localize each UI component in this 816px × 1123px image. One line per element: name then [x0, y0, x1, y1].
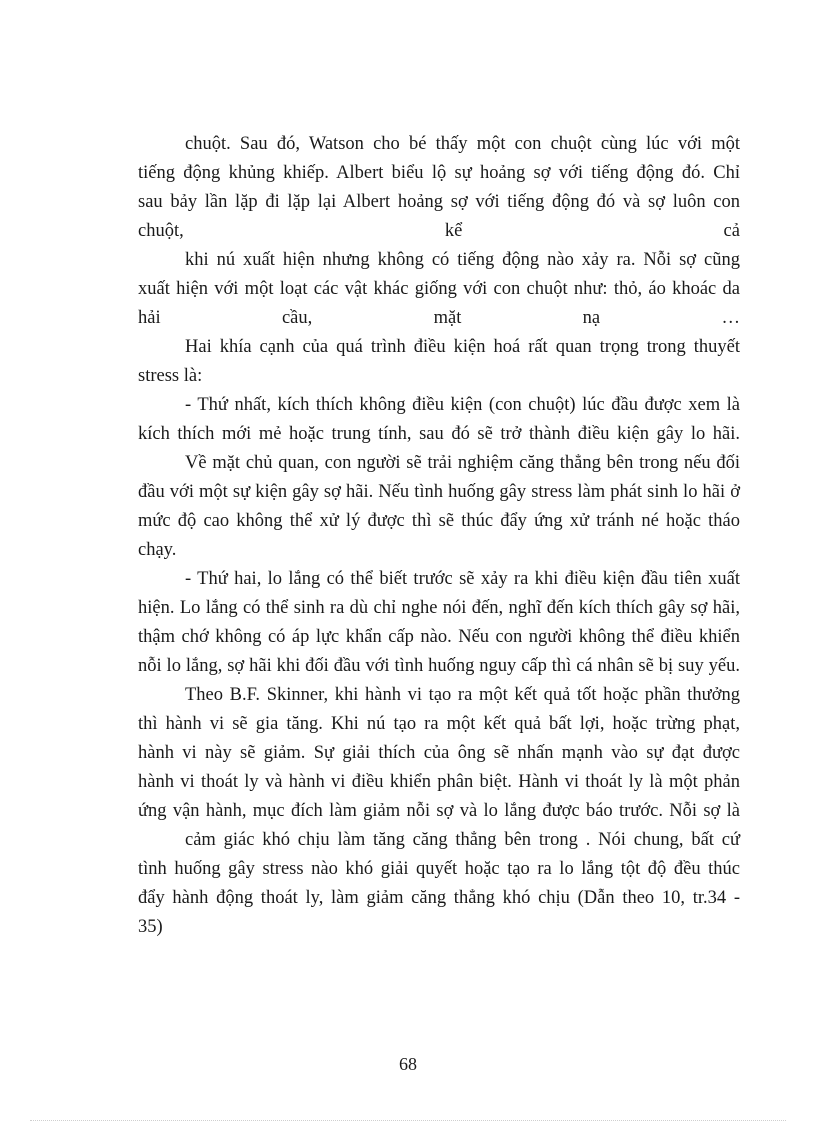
text-line: Về mặt chủ quan, con người sẽ trải nghiệm căng thẳng bên trong nếu đối	[185, 453, 740, 473]
text-line: mức độ cao không thể xử lý được thì sẽ thúc đẩy ứng xử tránh né hoặc tháo	[138, 511, 740, 531]
text-line: Hai khía cạnh của quá trình điều kiện hoá rất quan trọng trong thuyết	[185, 337, 740, 357]
text-line: thì hành vi sẽ gia tăng. Khi nú tạo ra một kết quả bất lợi, hoặc trừng phạt,	[138, 714, 740, 734]
text-line: xuất hiện với một loạt các vật khác giống với con chuột như: thỏ, áo khoác da	[138, 279, 740, 299]
page-bottom-divider	[30, 1120, 786, 1121]
text-line: kích thích mới mẻ hoặc trung tính, sau đó sẽ trở thành điều kiện gây lo hãi.	[138, 424, 740, 444]
text-line: chuột, kể cả	[138, 221, 740, 241]
text-line: - Thứ hai, lo lắng có thể biết trước sẽ xảy ra khi điều kiện đầu tiên xuất	[185, 569, 740, 589]
text-line: 35)	[138, 917, 163, 937]
text-line: sau bảy lần lặp đi lặp lại Albert hoảng sợ với tiếng động đó và sợ luôn con	[138, 192, 740, 212]
text-line: stress là:	[138, 366, 203, 386]
text-line: chuột. Sau đó, Watson cho bé thấy một con chuột cùng lúc với một	[185, 134, 740, 154]
text-line: hành vi này sẽ giảm. Sự giải thích của ông sẽ nhấn mạnh vào sự đạt được	[138, 743, 740, 763]
text-line: ứng vận hành, mục đích làm giảm nỗi sợ và lo lắng được báo trước. Nỗi sợ là	[138, 801, 740, 821]
text-line: hiện. Lo lắng có thể sinh ra dù chỉ nghe nói đến, nghĩ đến kích thích gây sợ hãi,	[138, 598, 740, 618]
text-line: nỗi lo lắng, sợ hãi khi đối đầu với tình huống nguy cấp thì cá nhân sẽ bị suy yếu.	[138, 656, 740, 676]
text-line: tiếng động khủng khiếp. Albert biểu lộ sự hoảng sợ với tiếng động đó. Chỉ	[138, 163, 740, 183]
text-line: cảm giác khó chịu làm tăng căng thẳng bên trong . Nói chung, bất cứ	[185, 830, 740, 850]
page-number: 68	[399, 1054, 417, 1074]
text-line: - Thứ nhất, kích thích không điều kiện (con chuột) lúc đầu được xem là	[185, 395, 740, 415]
text-line: khi nú xuất hiện nhưng không có tiếng động nào xảy ra. Nỗi sợ cũng	[185, 250, 740, 270]
text-line: đẩy hành động thoát ly, làm giảm căng thẳng khó chịu (Dẫn theo 10, tr.34 -	[138, 888, 740, 908]
body-text	[138, 130, 740, 942]
text-line: hành vi thoát ly và hành vi điều khiển phân biệt. Hành vi thoát ly là một phản	[138, 772, 740, 792]
text-line: chạy.	[138, 540, 177, 560]
text-line: tình huống gây stress nào khó giải quyết hoặc tạo ra lo lắng tột độ đều thúc	[138, 859, 740, 879]
text-line: hải cầu, mặt nạ …	[138, 308, 740, 328]
text-line: đầu với một sự kiện gây sợ hãi. Nếu tình huống gây stress làm phát sinh lo hãi ở	[138, 482, 740, 502]
text-line: Theo B.F. Skinner, khi hành vi tạo ra một kết quả tốt hoặc phần thưởng	[185, 685, 740, 705]
text-line: thậm chớ không có áp lực khẩn cấp nào. Nếu con người không thể điều khiển	[138, 627, 740, 647]
